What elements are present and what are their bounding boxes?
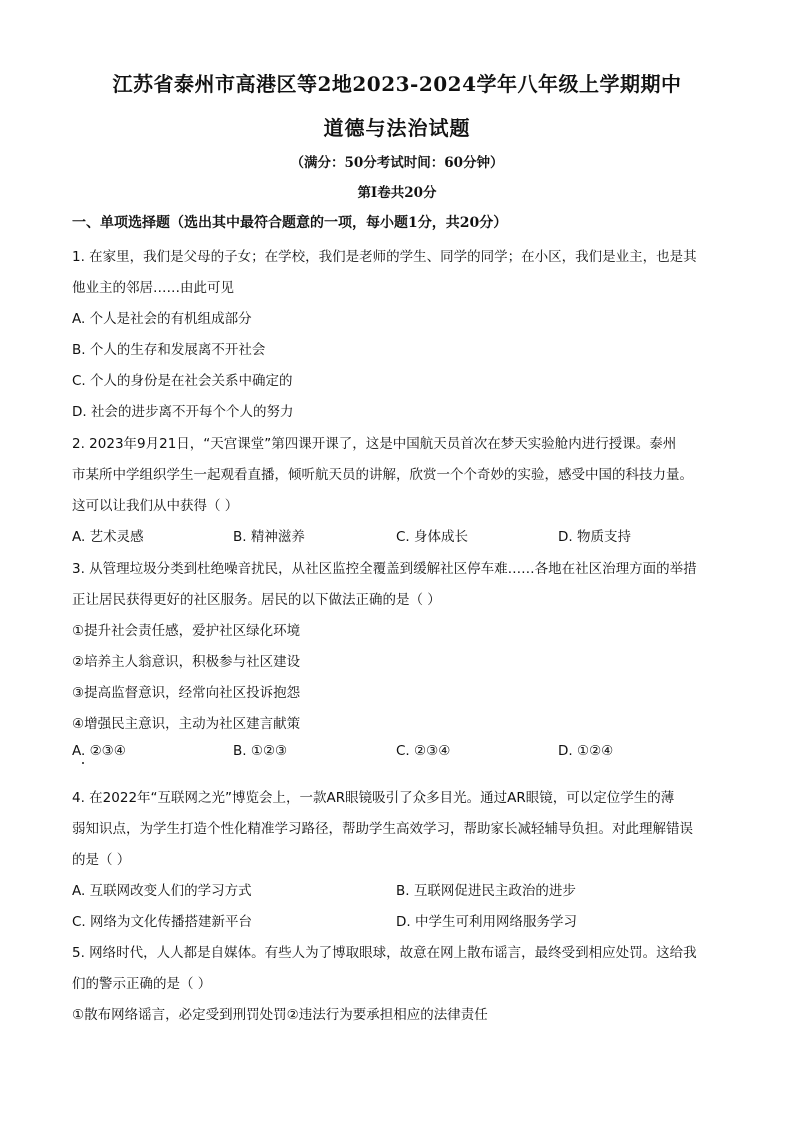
q2-stem-line1: 2. 2023年9月21日，“天宫课堂”第四课开课了，这是中国航天员首次在梦天实验舱内进行授课。泰州 bbox=[72, 436, 677, 452]
q5-items-line1: ①散布网络谣言，必定受到刑罚处罚②违法行为要承担相应的法律责任 bbox=[72, 1007, 488, 1023]
section-heading: 一、单项选择题（选出其中最符合题意的一项，每小题1分，共20分） bbox=[72, 215, 508, 231]
q4-option-d: D. 中学生可利用网络服务学习 bbox=[396, 914, 577, 930]
q3-option-c: C. ②③④ bbox=[396, 743, 451, 759]
q3-stem-line2: 正让居民获得更好的社区服务。居民的以下做法正确的是（ ） bbox=[72, 592, 441, 608]
q1-stem-line2: 他业主的邻居……由此可见 bbox=[72, 280, 234, 296]
q3-stem-line1: 3. 从管理垃圾分类到杜绝噪音扰民，从社区监控全覆盖到缓解社区停车难……各地在社区治理方面的举措 bbox=[72, 561, 697, 577]
q2-stem-line3: 这可以让我们从中获得（ ） bbox=[72, 498, 239, 514]
q2-option-b: B. 精神滋养 bbox=[233, 529, 305, 545]
q4-option-c: C. 网络为文化传播搭建新平台 bbox=[72, 914, 253, 930]
q4-option-b: B. 互联网促进民主政治的进步 bbox=[396, 883, 576, 899]
stray-mark bbox=[82, 762, 84, 764]
q3-option-a: A. ②③④ bbox=[72, 743, 126, 759]
q2-stem-line2: 市某所中学组织学生一起观看直播，倾听航天员的讲解，欣赏一个个奇妙的实验，感受中国的科技力量。 bbox=[72, 467, 693, 483]
q4-stem-line1: 4. 在2022年“互联网之光”博览会上，一款AR眼镜吸引了众多目光。通过AR眼镜，可以定位学生的薄 bbox=[72, 790, 675, 806]
exam-title-line2: 道德与法治试题 bbox=[323, 116, 471, 140]
q3-item-4: ④增强民主意识，主动为社区建言献策 bbox=[72, 716, 301, 732]
q1-option-d: D. 社会的进步离不开每个个人的努力 bbox=[72, 404, 294, 420]
q1-option-a: A. 个人是社会的有机组成部分 bbox=[72, 311, 252, 327]
q4-option-a: A. 互联网改变人们的学习方式 bbox=[72, 883, 252, 899]
q4-stem-line3: 的是（ ） bbox=[72, 852, 131, 868]
q3-item-2: ②培养主人翁意识，积极参与社区建设 bbox=[72, 654, 301, 670]
q2-option-d: D. 物质支持 bbox=[558, 529, 631, 545]
q3-item-1: ①提升社会责任感，爱护社区绿化环境 bbox=[72, 623, 301, 639]
exam-title-line1: 江苏省泰州市高港区等2地2023-2024学年八年级上学期期中 bbox=[112, 72, 682, 96]
volume-heading: 第I卷共20分 bbox=[357, 185, 437, 201]
q1-stem-line1: 1. 在家里，我们是父母的子女；在学校，我们是老师的学生、同学的同学；在小区，我们是业主，也是其 bbox=[72, 249, 697, 265]
q1-option-c: C. 个人的身份是在社会关系中确定的 bbox=[72, 373, 293, 389]
q2-option-a: A. 艺术灵感 bbox=[72, 529, 144, 545]
q5-stem-line1: 5. 网络时代，人人都是自媒体。有些人为了博取眼球，故意在网上散布谣言，最终受到相应处罚。这给我 bbox=[72, 945, 697, 961]
q4-stem-line2: 弱知识点，为学生打造个性化精准学习路径，帮助学生高效学习，帮助家长减轻辅导负担。对此理解错误 bbox=[72, 821, 693, 837]
q5-stem-line2: 们的警示正确的是（ ） bbox=[72, 976, 212, 992]
q3-option-d: D. ①②④ bbox=[558, 743, 614, 759]
q3-item-3: ③提高监督意识，经常向社区投诉抱怨 bbox=[72, 685, 301, 701]
q3-option-b: B. ①②③ bbox=[233, 743, 288, 759]
q1-option-b: B. 个人的生存和发展离不开社会 bbox=[72, 342, 266, 358]
exam-subtitle: （满分：50分考试时间：60分钟） bbox=[290, 155, 504, 171]
q2-option-c: C. 身体成长 bbox=[396, 529, 469, 545]
